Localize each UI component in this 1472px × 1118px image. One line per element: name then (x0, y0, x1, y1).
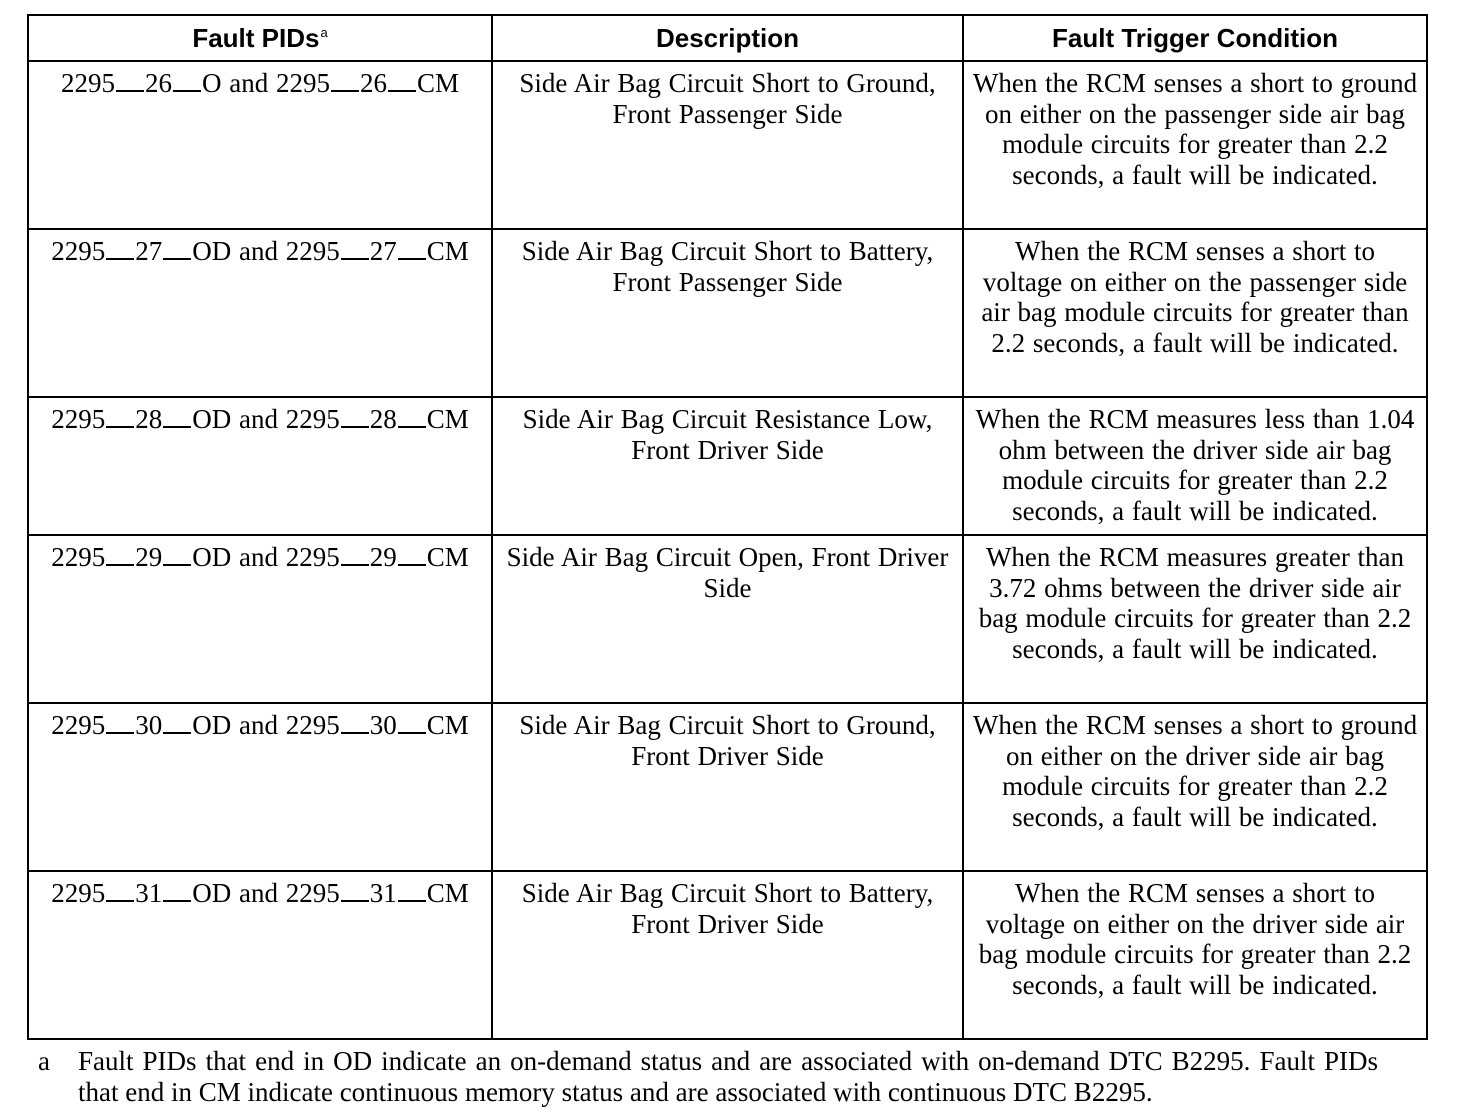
header-fault-pids-label: Fault PIDs (192, 22, 320, 53)
fault-pid-code: 2295 29 OD and 2295 29 CM (51, 542, 469, 572)
table-row (28, 535, 1427, 703)
table-row (28, 229, 1427, 397)
fault-pid-code: 2295 26 O and 2295 26 CM (60, 68, 459, 98)
trigger-condition-cell: When the RCM senses a short to voltage on either on the passenger side air bag module circuits for greater than 2.2 seconds, a fault will be indicated. (963, 229, 1427, 397)
table-row (28, 703, 1427, 871)
description-cell: Side Air Bag Circuit Short to Ground, Front Passenger Side (492, 61, 963, 229)
table-header-row (28, 15, 1427, 61)
document-page (27, 14, 1426, 1040)
footnote-text: Fault PIDs that end in OD indicate an on-demand status and are associated with on-demand DTC B2295. Fault PIDs that end in CM indicate continuous memory status and are associated with continuous DTC B2295. (78, 1046, 1378, 1107)
description-cell: Side Air Bag Circuit Short to Battery, Front Passenger Side (492, 229, 963, 397)
fault-pid-cell (28, 871, 492, 1039)
trigger-condition-cell: When the RCM senses a short to voltage on either on the driver side air bag module circuits for greater than 2.2 seconds, a fault will be indicated. (963, 871, 1427, 1039)
fault-pid-cell (28, 61, 492, 229)
fault-pid-cell (28, 229, 492, 397)
fault-pid-table (27, 14, 1428, 1040)
description-cell: Side Air Bag Circuit Resistance Low, Front Driver Side (492, 397, 963, 535)
trigger-condition-cell: When the RCM senses a short to ground on either on the passenger side air bag module circuits for greater than 2.2 seconds, a fault will be indicated. (963, 61, 1427, 229)
fault-pid-code: 2295 30 OD and 2295 30 CM (51, 710, 469, 740)
trigger-condition-cell: When the RCM measures greater than 3.72 ohms between the driver side air bag module circuits for greater than 2.2 seconds, a fault will be indicated. (963, 535, 1427, 703)
fault-pid-cell (28, 703, 492, 871)
fault-pid-cell (28, 397, 492, 535)
footnote-reference: a (320, 24, 328, 40)
description-cell: Side Air Bag Circuit Short to Battery, Front Driver Side (492, 871, 963, 1039)
fault-pid-code: 2295 31 OD and 2295 31 CM (51, 878, 469, 908)
description-cell: Side Air Bag Circuit Short to Ground, Front Driver Side (492, 703, 963, 871)
fault-pid-code: 2295 27 OD and 2295 27 CM (51, 236, 469, 266)
fault-pid-code: 2295 28 OD and 2295 28 CM (51, 404, 469, 434)
table-row (28, 61, 1427, 229)
trigger-condition-cell: When the RCM measures less than 1.04 ohm between the driver side air bag module circuits for greater than 2.2 seconds, a fault will be indicated. (963, 397, 1427, 535)
header-description: Description (492, 15, 963, 61)
description-cell: Side Air Bag Circuit Open, Front Driver Side (492, 535, 963, 703)
fault-pid-cell (28, 535, 492, 703)
table-row (28, 871, 1427, 1039)
table-row (28, 397, 1427, 535)
header-trigger-condition: Fault Trigger Condition (963, 15, 1427, 61)
trigger-condition-cell: When the RCM senses a short to ground on either on the driver side air bag module circuits for greater than 2.2 seconds, a fault will be indicated. (963, 703, 1427, 871)
footnote-mark: a (38, 1046, 50, 1076)
header-fault-pids (28, 15, 492, 61)
